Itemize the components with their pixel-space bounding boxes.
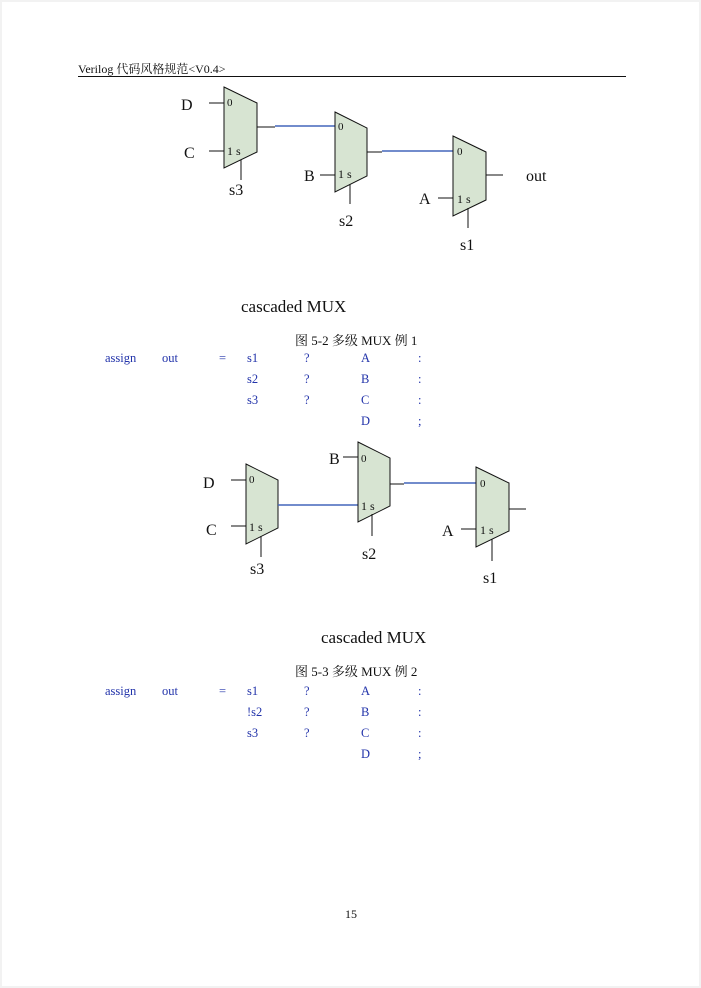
figure-5-3-subtitle: cascaded MUX <box>321 628 427 647</box>
mux2-sel-label: s2 <box>339 213 354 230</box>
fig2-mux1-in1-label: C <box>206 522 217 539</box>
code2-r0-sep: : <box>418 684 422 698</box>
fig2-mux2-pin1: 1 s <box>361 499 375 513</box>
code2-r1-val: B <box>361 705 370 719</box>
mux1-pin0: 0 <box>227 97 233 109</box>
mux1-pin1: 1 s <box>227 144 241 158</box>
page-header: Verilog 代码风格规范<V0.4> <box>78 62 226 76</box>
mux2-pin0: 0 <box>338 121 344 133</box>
mux1-in0-label: D <box>181 97 193 114</box>
code1-r0-sep: : <box>418 351 422 365</box>
mux2-pin1: 1 s <box>338 167 352 181</box>
mux3-sel-label: s1 <box>460 237 475 254</box>
fig2-mux1-pin0: 0 <box>249 474 255 486</box>
figure-5-3-caption: 图 5-3 多级 MUX 例 2 <box>295 664 418 679</box>
fig2-mux1-in0-label: D <box>203 475 215 492</box>
code1-r2-q: ? <box>304 393 310 407</box>
code2-r3-sep: ; <box>418 747 422 761</box>
fig2-mux3-pin1: 1 s <box>480 523 494 537</box>
page-number: 15 <box>345 907 357 921</box>
code1-r0-val: A <box>361 351 371 365</box>
figure-5-3-diagram <box>2 2 699 602</box>
mux3-pin1: 1 s <box>457 192 471 206</box>
code1-r1-cond: s2 <box>247 372 259 386</box>
code2-r3-val: D <box>361 747 371 761</box>
figure-5-2-subtitle: cascaded MUX <box>241 297 347 316</box>
code2-target: out <box>162 684 178 698</box>
code2-r1-cond: !s2 <box>247 705 263 719</box>
code1-r1-val: B <box>361 372 370 386</box>
code2-r1-sep: : <box>418 705 422 719</box>
code2-r0-val: A <box>361 684 371 698</box>
code2-r0-cond: s1 <box>247 684 259 698</box>
code1-r3-val: D <box>361 414 371 428</box>
code1-r1-q: ? <box>304 372 310 386</box>
fig2-mux3-in1-label: A <box>442 523 454 540</box>
code2-r1-q: ? <box>304 705 310 719</box>
fig2-mux3-sel-label: s1 <box>483 570 498 587</box>
code2-r2-cond: s3 <box>247 726 259 740</box>
code1-keyword: assign <box>105 351 137 365</box>
code1-r3-sep: ; <box>418 414 422 428</box>
code2-keyword: assign <box>105 684 137 698</box>
mux3-in1-label: A <box>419 191 431 208</box>
code1-r2-sep: : <box>418 393 422 407</box>
mux3-out-label: out <box>526 168 547 185</box>
mux2-in1-label: B <box>304 168 315 185</box>
fig2-mux2-pin0: 0 <box>361 453 367 465</box>
mux1-sel-label: s3 <box>229 182 244 199</box>
document-page <box>2 2 699 986</box>
figure-5-2-caption: 图 5-2 多级 MUX 例 1 <box>295 333 418 348</box>
code1-r1-sep: : <box>418 372 422 386</box>
fig2-mux2-sel-label: s2 <box>362 546 377 563</box>
code1-r2-cond: s3 <box>247 393 259 407</box>
code1-r0-q: ? <box>304 351 310 365</box>
code1-r2-val: C <box>361 393 370 407</box>
mux3-pin0: 0 <box>457 146 463 158</box>
code2-r2-sep: : <box>418 726 422 740</box>
code2-r2-val: C <box>361 726 370 740</box>
code2-r0-q: ? <box>304 684 310 698</box>
code2-equals: = <box>219 684 227 698</box>
code1-r0-cond: s1 <box>247 351 259 365</box>
code1-target: out <box>162 351 178 365</box>
fig2-mux1-sel-label: s3 <box>250 561 265 578</box>
fig2-mux1-pin1: 1 s <box>249 520 263 534</box>
code1-equals: = <box>219 351 227 365</box>
code2-r2-q: ? <box>304 726 310 740</box>
fig2-mux2-in0-label: B <box>329 451 340 468</box>
mux1-in1-label: C <box>184 145 195 162</box>
fig2-mux3-pin0: 0 <box>480 478 486 490</box>
